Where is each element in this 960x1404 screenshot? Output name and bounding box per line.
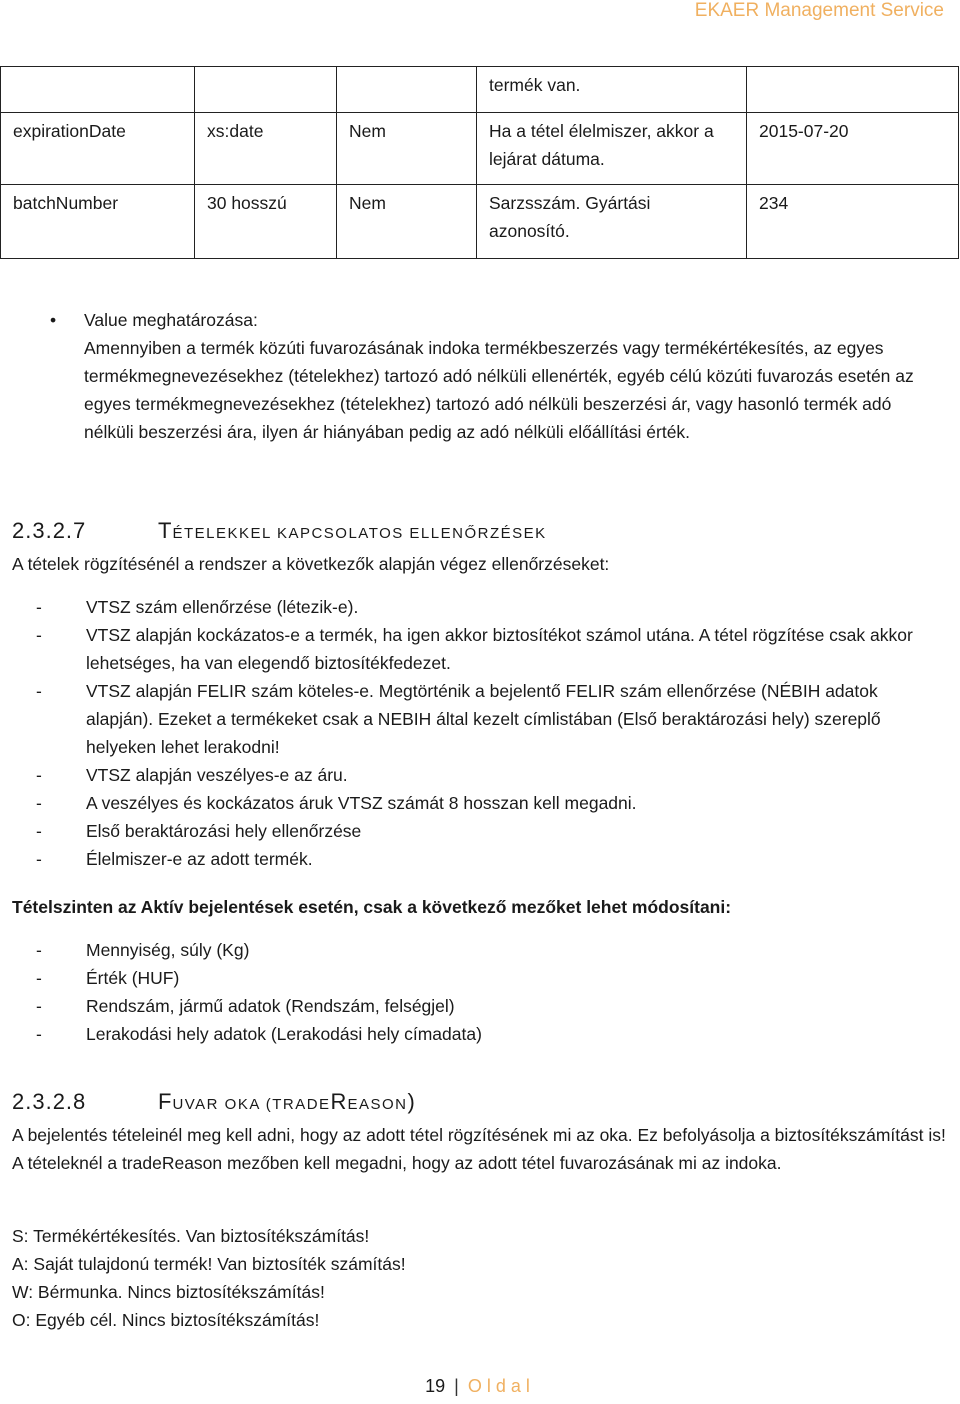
table-row (1, 113, 959, 185)
list-item: - Rendszám, jármű adatok (Rendszám, felségjel) (36, 996, 455, 1016)
table-cell: expirationDate (1, 113, 195, 185)
table-cell (747, 67, 959, 113)
list-item-text: Első beraktározási hely ellenőrzése (86, 821, 362, 841)
list-item: - VTSZ alapján veszélyes-e az áru. (36, 765, 348, 785)
list-item: - VTSZ alapján kockázatos-e a termék, ha igen akkor biztosítékot számol utána. A tétel rögzítése csak akkor lehetséges, ha van elegendő biztosítékfedezet. (36, 625, 913, 673)
table-row (1, 185, 959, 259)
code-line: W: Bérmunka. Nincs biztosítékszámítás! (12, 1282, 325, 1302)
trade-reason-paragraph: A bejelentés tételeinél meg kell adni, hogy az adott tétel rögzítésének mi az oka. Ez befolyásolja a biztosítékszámítást is! A tételeknél a tradeReason mezőben kell megadni, hogy az adott tétel fuvarozásának mi az indoka. (12, 1125, 946, 1173)
value-title: Value meghatározása: (84, 310, 258, 330)
check-list (0, 593, 940, 873)
table-cell: Ha a tétel élelmiszer, akkor a lejárat dátuma. (477, 113, 747, 185)
table-cell: 234 (747, 185, 959, 259)
section-title-part: UVAR OKA ( (172, 1096, 273, 1113)
table-cell (195, 67, 337, 113)
list-item-text: Rendszám, jármű adatok (Rendszám, felségjel) (86, 996, 455, 1016)
table-cell: Nem (337, 113, 477, 185)
table-cell: 30 hosszú (195, 185, 337, 259)
list-item-text: VTSZ alapján veszélyes-e az áru. (86, 765, 348, 785)
section-number: 2.3.2.7 (12, 518, 87, 543)
modifiable-fields-heading: Tételszinten az Aktív bejelentések esetén, csak a következő mezőket lehet módosítani: (12, 897, 732, 917)
list-item: - VTSZ szám ellenőrzése (létezik-e). (36, 597, 359, 617)
trade-reason-codes (12, 1222, 406, 1334)
list-item: - A veszélyes és kockázatos áruk VTSZ számát 8 hosszan kell megadni. (36, 793, 637, 813)
section-title-part: TRADE (272, 1096, 331, 1113)
footer-separator: | (454, 1376, 459, 1396)
list-item-text: VTSZ alapján FELIR szám köteles-e. Megtörténik a bejelentő FELIR szám ellenőrzése (NÉBIH adatok alapján). Ezeket a termékeket csak a NEBIH által kezelt címlistában (Első beraktározási hely) szereplő helyeken lehet lerakodni! (86, 681, 881, 757)
list-item-text: VTSZ szám ellenőrzése (létezik-e). (86, 597, 359, 617)
list-item: - Mennyiség, súly (Kg) (36, 940, 250, 960)
section-intro: A tételek rögzítésénél a rendszer a következők alapján végez ellenőrzéseket: (12, 554, 610, 574)
table-cell (1, 67, 195, 113)
list-item: - Élelmiszer-e az adott termék. (36, 849, 313, 869)
value-text: Amennyiben a termék közúti fuvarozásának indoka termékbeszerzés vagy termékértékesítés, az egyes termékmegnevezésekhez (tételekhez) tartozó adó nélküli ellenérték, egyéb célú közúti fuvarozás esetén az egyes termékmegnevezésekhez (tételekhez) tartozó adó nélküli beszerzési ár, vagy hasonló termék adó nélküli beszerzési ára, ilyen ár hiányában pedig az adó nélküli előállítási érték. (84, 338, 914, 442)
section-title-part: F (158, 1089, 173, 1114)
list-item-text: Élelmiszer-e az adott termék. (86, 849, 313, 869)
code-line: O: Egyéb cél. Nincs biztosítékszámítás! (12, 1310, 320, 1330)
field-table (0, 66, 959, 259)
modifiable-fields-list (0, 936, 940, 1048)
list-item-text: VTSZ alapján kockázatos-e a termék, ha igen akkor biztosítékot számol utána. A tétel rögzítése csak akkor lehetséges, ha van elegendő biztosítékfedezet. (86, 625, 913, 673)
header-title: EKAER Management Service (694, 0, 944, 21)
table-cell (337, 67, 477, 113)
section-title-part: EASON (347, 1096, 408, 1113)
list-item-text: Mennyiség, súly (Kg) (86, 940, 250, 960)
table-row (1, 67, 959, 113)
page-footer (0, 1376, 960, 1397)
table-cell: Sarzsszám. Gyártási azonosító. (477, 185, 747, 259)
table-cell: Nem (337, 185, 477, 259)
page-number: 19 (425, 1376, 446, 1396)
page-label: Oldal (467, 1376, 535, 1396)
bullet-dot-icon: • (50, 310, 57, 330)
section-title-rest: ÉTELEKKEL KAPCSOLATOS ELLENŐRZÉSEK (172, 525, 547, 542)
list-item-text: Érték (HUF) (86, 968, 180, 988)
section-number: 2.3.2.8 (12, 1089, 87, 1114)
table-cell: xs:date (195, 113, 337, 185)
code-line: S: Termékértékesítés. Van biztosítékszámítás! (12, 1226, 370, 1246)
list-item: - VTSZ alapján FELIR szám köteles-e. Megtörténik a bejelentő FELIR szám ellenőrzése (NÉBIH adatok alapján). Ezeket a termékeket csak a NEBIH által kezelt címlistában (Első beraktározási hely) szereplő helyeken lehet lerakodni! (36, 681, 881, 757)
code-line: A: Saját tulajdonú termék! Van biztosíték számítás! (12, 1254, 406, 1274)
list-item: - Lerakodási hely adatok (Lerakodási hely címadata) (36, 1024, 482, 1044)
list-item: - Első beraktározási hely ellenőrzése (36, 821, 362, 841)
section-title-initial: T (158, 518, 173, 543)
section-title-part: ) (407, 1089, 416, 1114)
table-cell: batchNumber (1, 185, 195, 259)
table-cell: 2015-07-20 (747, 113, 959, 185)
value-section (84, 306, 944, 446)
section-heading-2328 (12, 1089, 416, 1115)
section-heading-2327 (12, 518, 547, 544)
table-cell: termék van. (477, 67, 747, 113)
list-item-text: A veszélyes és kockázatos áruk VTSZ számát 8 hosszan kell megadni. (86, 793, 637, 813)
section-title-part: R (330, 1089, 348, 1114)
list-item: - Érték (HUF) (36, 968, 180, 988)
list-item-text: Lerakodási hely adatok (Lerakodási hely címadata) (86, 1024, 482, 1044)
